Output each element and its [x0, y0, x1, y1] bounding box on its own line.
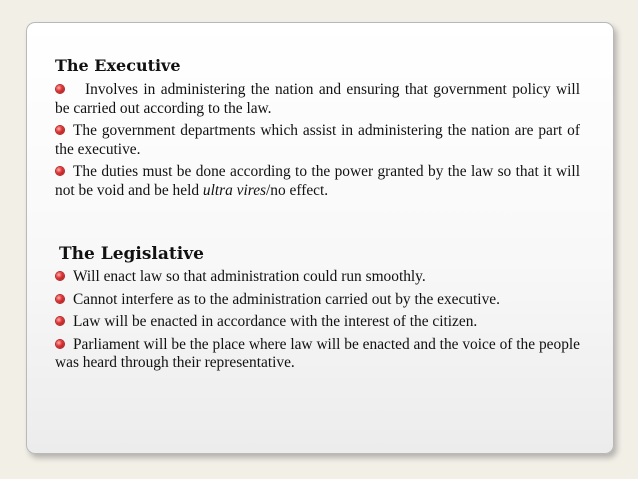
executive-section	[55, 56, 580, 204]
legislative-item-4: Parliament will be the place where law will be enacted and the voice of the people was heard through their representative.	[55, 335, 580, 371]
bullet-icon	[56, 295, 64, 303]
bullet-icon	[56, 340, 64, 348]
bullet-icon	[56, 85, 64, 93]
legislative-item-3: Law will be enacted in accordance with the interest of the citizen.	[55, 313, 580, 332]
executive-item-1: Involves in administering the nation and ensuring that government policy will be carried out according to the law.	[55, 81, 580, 117]
bullet-icon	[56, 272, 64, 280]
bullet-icon	[56, 167, 64, 175]
legislative-item-2: Cannot interfere as to the administration carried out by the executive.	[55, 291, 580, 310]
executive-heading: The Executive	[55, 56, 181, 75]
ultra-vires-term: ultra vires	[202, 181, 267, 199]
legislative-section	[55, 244, 580, 377]
executive-item-2: The government departments which assist in administering the nation are part of the executive.	[55, 122, 580, 158]
bullet-icon	[56, 317, 64, 325]
legislative-heading: The Legislative	[59, 244, 204, 264]
legislative-item-1: Will enact law so that administration could run smoothly.	[55, 268, 580, 287]
executive-item-3: The duties must be done according to the power granted by the law so that it will not be void and be held ultra vires/no effect.	[55, 163, 580, 199]
bullet-icon	[56, 126, 64, 134]
